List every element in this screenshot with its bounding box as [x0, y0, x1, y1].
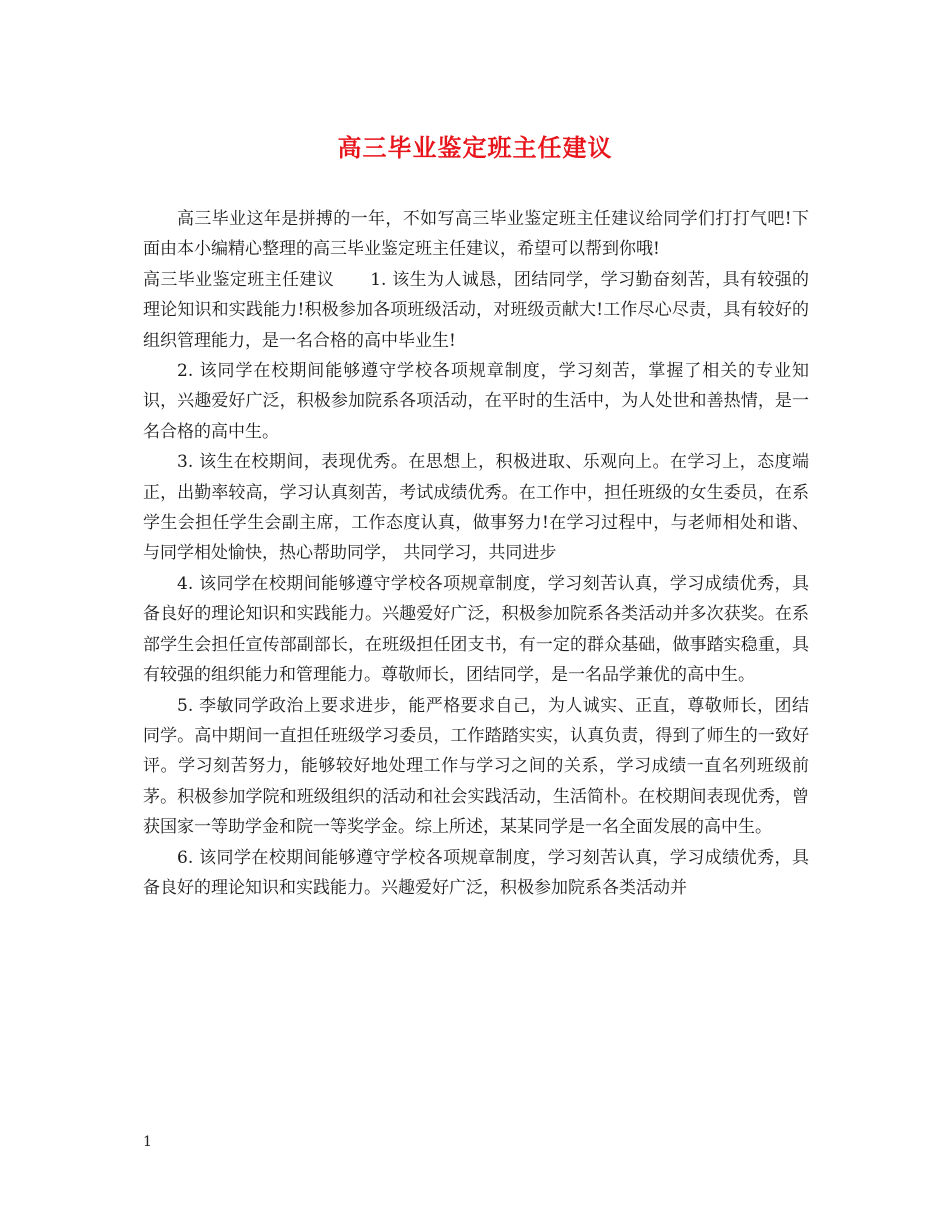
item-5-paragraph: 5. 李敏同学政治上要求进步，能严格要求自己，为人诚实、正直，尊敬师长，团结同学。高中期间一直担任班级学习委员，工作踏踏实实，认真负责，得到了师生的一致好评。学习刻苦努力，能够较好地处理工作与学习之间的关系，学习成绩一直名列班级前茅。积极参加学院和班级组织的活动和社会实践活动，生活简朴。在校期间表现优秀，曾获国家一等助学金和院一等奖学金。综上所述，某某同学是一名全面发展的高中生。 — [143, 695, 809, 838]
item-3-paragraph: 3. 该生在校期间，表现优秀。在思想上，积极进取、乐观向上。在学习上，态度端正，出勤率较高，学习认真刻苦，考试成绩优秀。在工作中，担任班级的女生委员，在系学生会担任学生会副主席，工作态度认真，做事努力!在学习过程中，与老师相处和谐、与同学相处愉快，热心帮助同学， 共同学习，共同进步 — [143, 452, 809, 564]
item-2-paragraph: 2. 该同学在校期间能够遵守学校各项规章制度，学习刻苦，掌握了相关的专业知识，兴趣爱好广泛，积极参加院系各项活动，在平时的生活中，为人处世和善热情，是一名合格的高中生。 — [143, 361, 809, 442]
item-4-paragraph: 4. 该同学在校期间能够遵守学校各项规章制度，学习刻苦认真，学习成绩优秀，具备良好的理论知识和实践能力。兴趣爱好广泛，积极参加院系各类活动并多次获奖。在系部学生会担任宣传部副部长，在班级担任团支书，有一定的群众基础，做事踏实稳重，具有较强的组织能力和管理能力。尊敬师长，团结同学，是一名品学兼优的高中生。 — [143, 573, 809, 686]
document-body — [143, 204, 809, 903]
item-1-text: 1. 该生为人诚恳，团结同学，学习勤奋刻苦，具有较强的理论知识和实践能力!积极参加各项班级活动，对班级贡献大!工作尽心尽责，具有较好的组织管理能力，是一名合格的高中毕业生! — [143, 269, 809, 351]
intro-paragraph: 高三毕业这年是拼搏的一年，不如写高三毕业鉴定班主任建议给同学们打打气吧!下面由本小编精心整理的高三毕业鉴定班主任建议，希望可以帮到你哦! — [143, 209, 809, 260]
document-title: 高三毕业鉴定班主任建议 — [337, 133, 613, 162]
subhead-text: 高三毕业鉴定班主任建议 — [143, 269, 335, 290]
item-6-paragraph: 6. 该同学在校期间能够遵守学校各项规章制度，学习刻苦认真，学习成绩优秀，具备良好的理论知识和实践能力。兴趣爱好广泛，积极参加院系各类活动并 — [143, 847, 809, 898]
subhead-paragraph — [143, 265, 809, 356]
page-number: 1 — [143, 1134, 152, 1150]
